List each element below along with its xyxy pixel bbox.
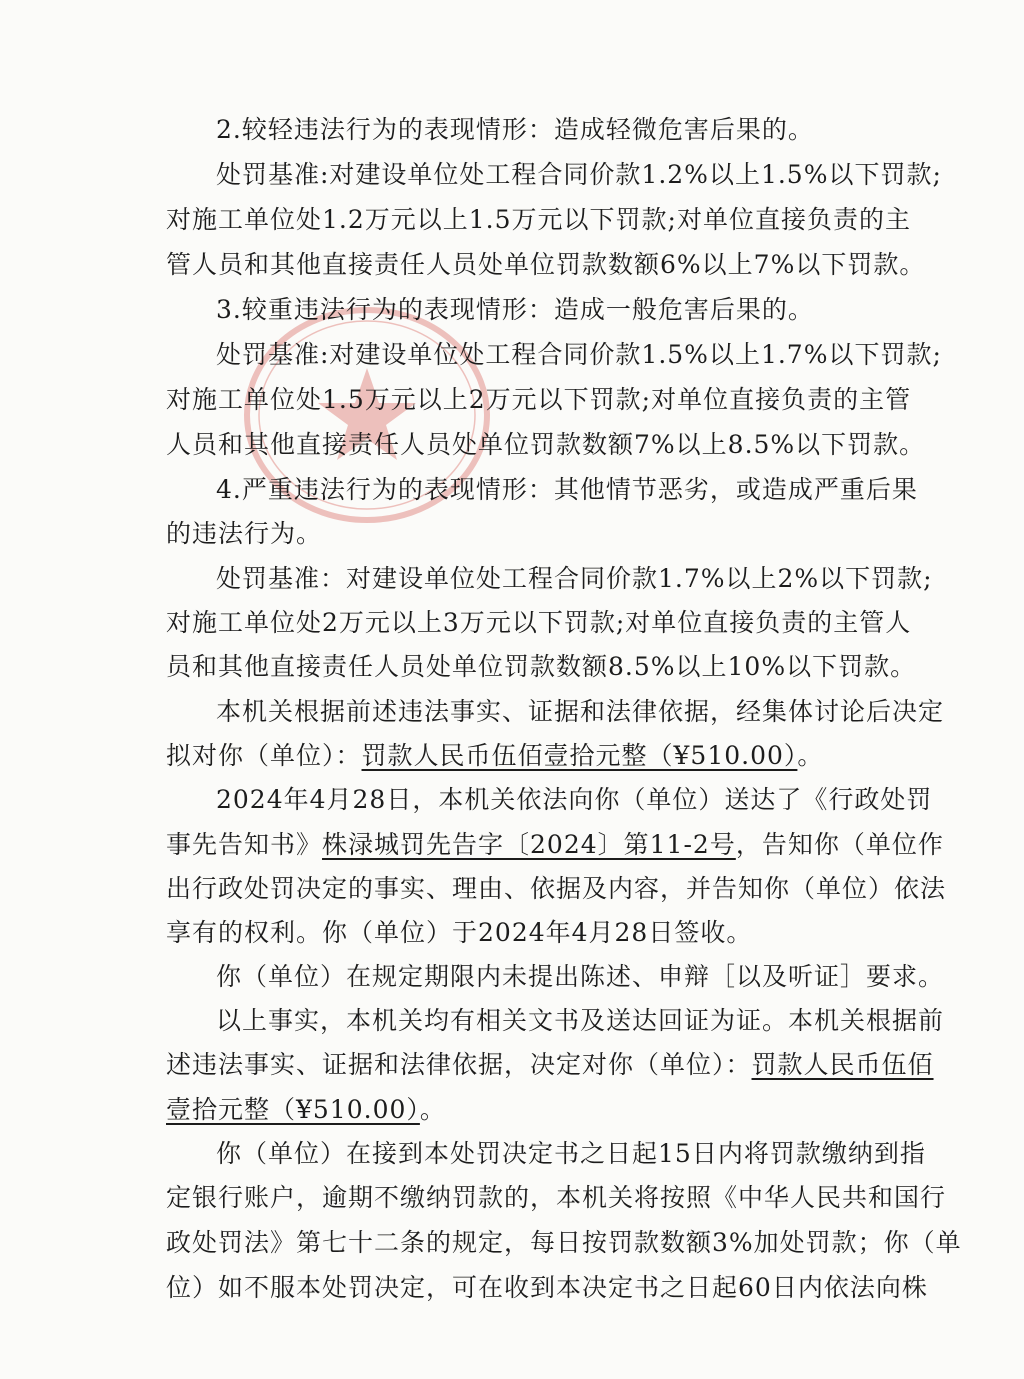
- decision-penalty-part1: 罚款人民币伍佰: [751, 1050, 934, 1079]
- text-line-25: 定银行账户，逾期不缴纳罚款的，本机关将按照《中华人民共和国行: [166, 1183, 947, 1212]
- text-line-5: 3.较重违法行为的表现情形：造成一般危害后果的。: [216, 295, 814, 324]
- text-line-4: 管人员和其他直接责任人员处单位罚款数额6%以上7%以下罚款。: [166, 250, 926, 279]
- text-line-27: 位）如不服本处罚决定，可在收到本决定书之日起60日内依法向株: [166, 1273, 928, 1302]
- notice-doc-suffix: ，告知你（单位作: [735, 830, 944, 859]
- text-line-18: 出行政处罚决定的事实、理由、依据及内容，并告知你（单位）依法: [166, 874, 947, 903]
- text-line-10: 的违法行为。: [166, 519, 323, 548]
- text-line-7: 对施工单位处1.5万元以上2万元以下罚款;对单位直接负责的主管: [166, 385, 912, 414]
- text-line-12: 对施工单位处2万元以上3万元以下罚款;对单位直接负责的主管人: [166, 608, 912, 637]
- text-line-2: 处罚基准:对建设单位处工程合同价款1.2%以上1.5%以下罚款;: [216, 160, 942, 189]
- intended-penalty-amount: 罚款人民币伍佰壹拾元整（¥510.00）: [361, 741, 798, 770]
- text-line-23: [166, 1094, 896, 1126]
- text-line-11: 处罚基准：对建设单位处工程合同价款1.7%以上2%以下罚款;: [216, 564, 933, 593]
- text-line-9: 4.严重违法行为的表现情形：其他情节恶劣，或造成严重后果: [216, 475, 918, 504]
- text-line-8: 人员和其他直接责任人员处单位罚款数额7%以上8.5%以下罚款。: [166, 430, 926, 459]
- decision-penalty-part2: 壹拾元整（¥510.00）: [166, 1095, 420, 1124]
- text-line-26: 政处罚法》第七十二条的规定，每日按罚款数额3%加处罚款；你（单: [166, 1228, 962, 1257]
- text-line-22: [166, 1049, 934, 1081]
- text-line-17: [166, 829, 944, 861]
- text-line-16: 2024年4月28日，本机关依法向你（单位）送达了《行政处罚: [216, 785, 933, 814]
- text-line-13: 员和其他直接责任人员处单位罚款数额8.5%以上10%以下罚款。: [166, 652, 917, 681]
- text-line-24: 你（单位）在接到本处罚决定书之日起15日内将罚款缴纳到指: [216, 1139, 926, 1168]
- text-line-21: 以上事实，本机关均有相关文书及送达回证为证。本机关根据前: [216, 1006, 945, 1035]
- text-line-3: 对施工单位处1.2万元以上1.5万元以下罚款;对单位直接负责的主: [166, 205, 911, 234]
- text-line-14: 本机关根据前述违法事实、证据和法律依据，经集体讨论后决定: [216, 697, 945, 726]
- text-line-15: [166, 740, 896, 772]
- notice-doc-prefix: 事先告知书》: [166, 830, 323, 859]
- text-line-19: 享有的权利。你（单位）于2024年4月28日签收。: [166, 918, 753, 947]
- decision-suffix: 。: [419, 1095, 446, 1124]
- notice-doc-number: 株渌城罚先告字〔2024〕第11-2号: [322, 830, 736, 859]
- intended-penalty-prefix: 拟对你（单位）：: [166, 741, 362, 770]
- intended-penalty-suffix: 。: [797, 741, 824, 770]
- text-line-1: 2.较轻违法行为的表现情形：造成轻微危害后果的。: [216, 115, 814, 144]
- text-line-6: 处罚基准:对建设单位处工程合同价款1.5%以上1.7%以下罚款;: [216, 340, 942, 369]
- text-line-20: 你（单位）在规定期限内未提出陈述、申辩［以及听证］要求。: [216, 962, 945, 991]
- decision-prefix: 述违法事实、证据和法律依据，决定对你（单位）：: [166, 1050, 752, 1079]
